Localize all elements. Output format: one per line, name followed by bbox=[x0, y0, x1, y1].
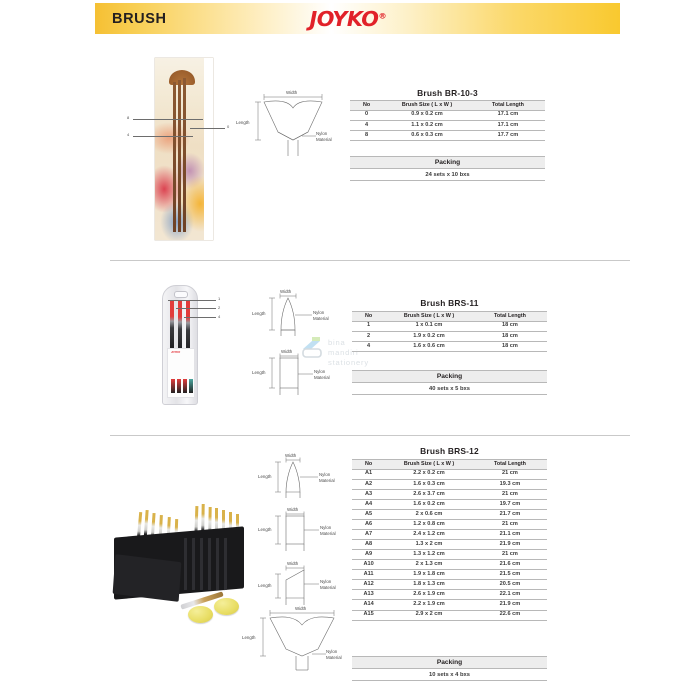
watermark-line-2: mandiri bbox=[328, 348, 359, 357]
diagram-width-label: Width bbox=[281, 349, 293, 354]
case-pocket bbox=[184, 538, 187, 590]
table-row bbox=[350, 110, 545, 120]
cell-length: 21.7 cm bbox=[473, 510, 547, 520]
packing-header-row bbox=[350, 157, 545, 169]
column-header-length: Total Length bbox=[473, 312, 547, 322]
packing-value: 24 sets x 10 bxs bbox=[350, 169, 545, 180]
watermark-line-1: bina bbox=[328, 338, 346, 347]
table-row bbox=[352, 540, 547, 550]
cell-no: 8 bbox=[350, 130, 383, 140]
cell-no: A5 bbox=[352, 510, 385, 520]
diagram-width-label: Width bbox=[287, 561, 299, 566]
callout-number: 4 bbox=[127, 132, 130, 137]
table-row bbox=[352, 469, 547, 479]
diagram-fan-brush bbox=[236, 88, 338, 166]
table-row bbox=[352, 479, 547, 489]
diagram-material-label: Material bbox=[326, 655, 342, 660]
cell-length: 21.9 cm bbox=[473, 540, 547, 550]
diagram-material-label: Nylon bbox=[313, 310, 325, 315]
cell-length: 22.6 cm bbox=[473, 610, 547, 620]
table-row bbox=[352, 590, 547, 600]
case-pocket bbox=[192, 538, 195, 590]
registered-trademark-icon: ® bbox=[378, 11, 387, 21]
cell-no: A7 bbox=[352, 530, 385, 540]
spec-table-br-10-3 bbox=[350, 100, 545, 141]
joyko-mini-logo: JOYKO bbox=[171, 351, 181, 354]
brush-handle bbox=[178, 80, 181, 232]
table-row bbox=[352, 331, 547, 341]
cell-size: 2.6 x 1.9 cm bbox=[385, 590, 473, 600]
callout-number: 4 bbox=[218, 314, 221, 319]
cell-length: 21.9 cm bbox=[473, 600, 547, 610]
table-row bbox=[350, 130, 545, 140]
section-divider bbox=[110, 435, 630, 436]
cell-size: 1.9 x 0.2 cm bbox=[385, 331, 473, 341]
cell-no: A9 bbox=[352, 550, 385, 560]
table-row bbox=[352, 489, 547, 499]
cell-no: A2 bbox=[352, 479, 385, 489]
cell-no: 1 bbox=[352, 321, 385, 331]
cell-size: 2 x 1.3 cm bbox=[385, 560, 473, 570]
cell-length: 21 cm bbox=[473, 469, 547, 479]
cell-size: 1 x 0.1 cm bbox=[385, 321, 473, 331]
diagram-material-label: Nylon bbox=[320, 579, 332, 584]
cell-size: 1.8 x 1.3 cm bbox=[385, 580, 473, 590]
diagram-material-label: Material bbox=[320, 585, 336, 590]
packing-value: 40 sets x 5 bxs bbox=[352, 383, 547, 394]
diagram-material-label: Material bbox=[314, 375, 330, 380]
case-pocket bbox=[216, 538, 219, 590]
diagram-length-label: Length bbox=[258, 583, 272, 588]
packing-header: Packing bbox=[352, 657, 547, 669]
cell-length: 21 cm bbox=[473, 550, 547, 560]
cell-length: 19.3 cm bbox=[473, 479, 547, 489]
blister-pack bbox=[162, 285, 198, 405]
diagram-material-label: Nylon bbox=[326, 649, 338, 654]
diagram-length-label: Length bbox=[258, 474, 272, 479]
cell-length: 17.7 cm bbox=[471, 130, 545, 140]
table-row bbox=[352, 560, 547, 570]
diagram-length-label: Length bbox=[252, 311, 266, 316]
cell-size: 0.6 x 0.3 cm bbox=[383, 130, 471, 140]
callout-number: 8 bbox=[127, 115, 130, 120]
callout-number: 1 bbox=[218, 296, 221, 301]
packing-header-row bbox=[352, 371, 547, 383]
cell-size: 0.9 x 0.2 cm bbox=[383, 110, 471, 120]
diagram-width-label: Width bbox=[280, 289, 292, 294]
diagram-length-label: Length bbox=[242, 635, 256, 640]
table-row bbox=[352, 321, 547, 331]
column-header-no: No bbox=[350, 101, 383, 111]
spec-table-brs-12 bbox=[352, 459, 547, 621]
cell-no: 4 bbox=[352, 341, 385, 351]
callout-leader-line bbox=[184, 317, 216, 318]
table-row bbox=[352, 510, 547, 520]
callout-leader-line bbox=[168, 300, 216, 301]
cell-no: A13 bbox=[352, 590, 385, 600]
cell-no: A14 bbox=[352, 600, 385, 610]
cell-size: 2 x 0.6 cm bbox=[385, 510, 473, 520]
table-row bbox=[352, 570, 547, 580]
callout-leader-line bbox=[133, 119, 203, 120]
table-row bbox=[352, 520, 547, 530]
cell-length: 22.1 cm bbox=[473, 590, 547, 600]
packing-table-brs-12 bbox=[352, 656, 547, 681]
diagram-length-label: Length bbox=[236, 120, 250, 125]
diagram-material-label: Nylon bbox=[314, 369, 326, 374]
section-divider bbox=[110, 260, 630, 261]
diagram-length-label: Length bbox=[258, 527, 272, 532]
diagram-round-brush bbox=[252, 288, 342, 338]
cell-no: 4 bbox=[350, 120, 383, 130]
diagram-fan-brush bbox=[242, 604, 350, 678]
table-header-row bbox=[350, 101, 545, 111]
hang-hole bbox=[174, 291, 188, 298]
callout-leader-line bbox=[176, 308, 216, 309]
cell-size: 1.9 x 1.8 cm bbox=[385, 570, 473, 580]
column-header-length: Total Length bbox=[471, 101, 545, 111]
cell-size: 2.4 x 1.2 cm bbox=[385, 530, 473, 540]
cell-length: 18 cm bbox=[473, 341, 547, 351]
diagram-width-label: Width bbox=[286, 90, 298, 95]
callout-leader-line bbox=[133, 136, 193, 137]
table-title-brs-12: Brush BRS-12 bbox=[420, 446, 479, 456]
packing-row bbox=[350, 169, 545, 180]
cell-no: A1 bbox=[352, 469, 385, 479]
cell-no: A4 bbox=[352, 500, 385, 510]
packing-row bbox=[352, 669, 547, 680]
brush-handle bbox=[183, 78, 186, 232]
cell-no: 0 bbox=[350, 110, 383, 120]
cell-size: 1.3 x 1.2 cm bbox=[385, 550, 473, 560]
cell-length: 18 cm bbox=[473, 321, 547, 331]
cell-length: 21.1 cm bbox=[473, 530, 547, 540]
cell-size: 1.6 x 0.6 cm bbox=[385, 341, 473, 351]
table-row bbox=[352, 550, 547, 560]
column-header-size: Brush Size ( L x W ) bbox=[385, 460, 473, 470]
cell-size: 2.9 x 2 cm bbox=[385, 610, 473, 620]
page-title: BRUSH bbox=[112, 11, 167, 27]
cell-no: A10 bbox=[352, 560, 385, 570]
watermark-line-3: stationery bbox=[328, 358, 369, 367]
cell-length: 21.6 cm bbox=[473, 560, 547, 570]
brush-handle bbox=[173, 82, 176, 232]
diagram-width-label: Width bbox=[287, 507, 299, 512]
cell-no: A3 bbox=[352, 489, 385, 499]
column-header-size: Brush Size ( L x W ) bbox=[385, 312, 473, 322]
case-flap bbox=[113, 554, 182, 602]
cell-no: A12 bbox=[352, 580, 385, 590]
packing-header: Packing bbox=[352, 371, 547, 383]
case-pocket bbox=[200, 538, 203, 590]
pack-label bbox=[167, 348, 195, 398]
table-header-row bbox=[352, 460, 547, 470]
column-header-length: Total Length bbox=[473, 460, 547, 470]
cell-no: A15 bbox=[352, 610, 385, 620]
cell-no: A11 bbox=[352, 570, 385, 580]
table-row bbox=[352, 600, 547, 610]
cell-size: 2.2 x 1.9 cm bbox=[385, 600, 473, 610]
case-pocket bbox=[224, 538, 227, 590]
cell-size: 1.3 x 2 cm bbox=[385, 540, 473, 550]
sponge bbox=[188, 606, 213, 623]
table-header-row bbox=[352, 312, 547, 322]
table-row bbox=[352, 500, 547, 510]
diagram-material-label: Nylon bbox=[316, 131, 328, 136]
case-pocket bbox=[208, 538, 211, 590]
brand-wordmark: JOYKO bbox=[309, 7, 379, 31]
column-header-no: No bbox=[352, 460, 385, 470]
cell-size: 1.2 x 0.8 cm bbox=[385, 520, 473, 530]
table-row bbox=[350, 120, 545, 130]
blister-card bbox=[155, 58, 213, 240]
diagram-material-label: Material bbox=[313, 316, 329, 321]
diagram-width-label: Width bbox=[295, 606, 307, 611]
cell-size: 1.6 x 0.3 cm bbox=[385, 479, 473, 489]
cell-size: 1.6 x 0.2 cm bbox=[385, 500, 473, 510]
spec-table-brs-11 bbox=[352, 311, 547, 352]
packing-header-row bbox=[352, 657, 547, 669]
cell-size: 2.6 x 3.7 cm bbox=[385, 489, 473, 499]
sponge bbox=[214, 598, 239, 615]
diagram-material-label: Nylon bbox=[319, 472, 331, 477]
cell-length: 21 cm bbox=[473, 489, 547, 499]
table-row bbox=[352, 341, 547, 351]
callout-number: 0 bbox=[227, 124, 230, 129]
table-title-br-10-3: Brush BR-10-3 bbox=[417, 88, 478, 98]
diagram-length-label: Length bbox=[252, 370, 266, 375]
callout-number: 2 bbox=[218, 305, 221, 310]
packing-header: Packing bbox=[350, 157, 545, 169]
diagram-angled-brush bbox=[258, 560, 348, 608]
diagram-material-label: Material bbox=[320, 531, 336, 536]
cell-size: 1.1 x 0.2 cm bbox=[383, 120, 471, 130]
cell-length: 17.1 cm bbox=[471, 110, 545, 120]
diagram-material-label: Material bbox=[319, 478, 335, 483]
cell-length: 19.7 cm bbox=[473, 500, 547, 510]
cell-length: 21 cm bbox=[473, 520, 547, 530]
column-header-size: Brush Size ( L x W ) bbox=[383, 101, 471, 111]
joyko-brand-logo bbox=[310, 7, 387, 31]
cell-no: A6 bbox=[352, 520, 385, 530]
diagram-round-brush bbox=[258, 452, 348, 500]
packing-row bbox=[352, 383, 547, 394]
table-row bbox=[352, 610, 547, 620]
cell-length: 20.5 cm bbox=[473, 580, 547, 590]
diagram-width-label: Width bbox=[285, 453, 297, 458]
column-header-no: No bbox=[352, 312, 385, 322]
diagram-flat-brush bbox=[252, 348, 342, 398]
table-row bbox=[352, 530, 547, 540]
cell-length: 21.5 cm bbox=[473, 570, 547, 580]
packing-value: 10 sets x 4 bxs bbox=[352, 669, 547, 680]
diagram-material-label: Material bbox=[316, 137, 332, 142]
cell-length: 18 cm bbox=[473, 331, 547, 341]
diagram-material-label: Nylon bbox=[320, 525, 332, 530]
card-side-strip bbox=[204, 58, 213, 240]
table-row bbox=[352, 580, 547, 590]
diagram-flat-brush bbox=[258, 506, 348, 554]
packing-table-br-10-3 bbox=[350, 156, 545, 181]
callout-leader-line bbox=[190, 128, 225, 129]
cell-no: 2 bbox=[352, 331, 385, 341]
packing-table-brs-11 bbox=[352, 370, 547, 395]
brush-item bbox=[170, 300, 174, 348]
cell-length: 17.1 cm bbox=[471, 120, 545, 130]
cell-no: A8 bbox=[352, 540, 385, 550]
cell-size: 2.2 x 0.2 cm bbox=[385, 469, 473, 479]
table-title-brs-11: Brush BRS-11 bbox=[420, 298, 479, 308]
